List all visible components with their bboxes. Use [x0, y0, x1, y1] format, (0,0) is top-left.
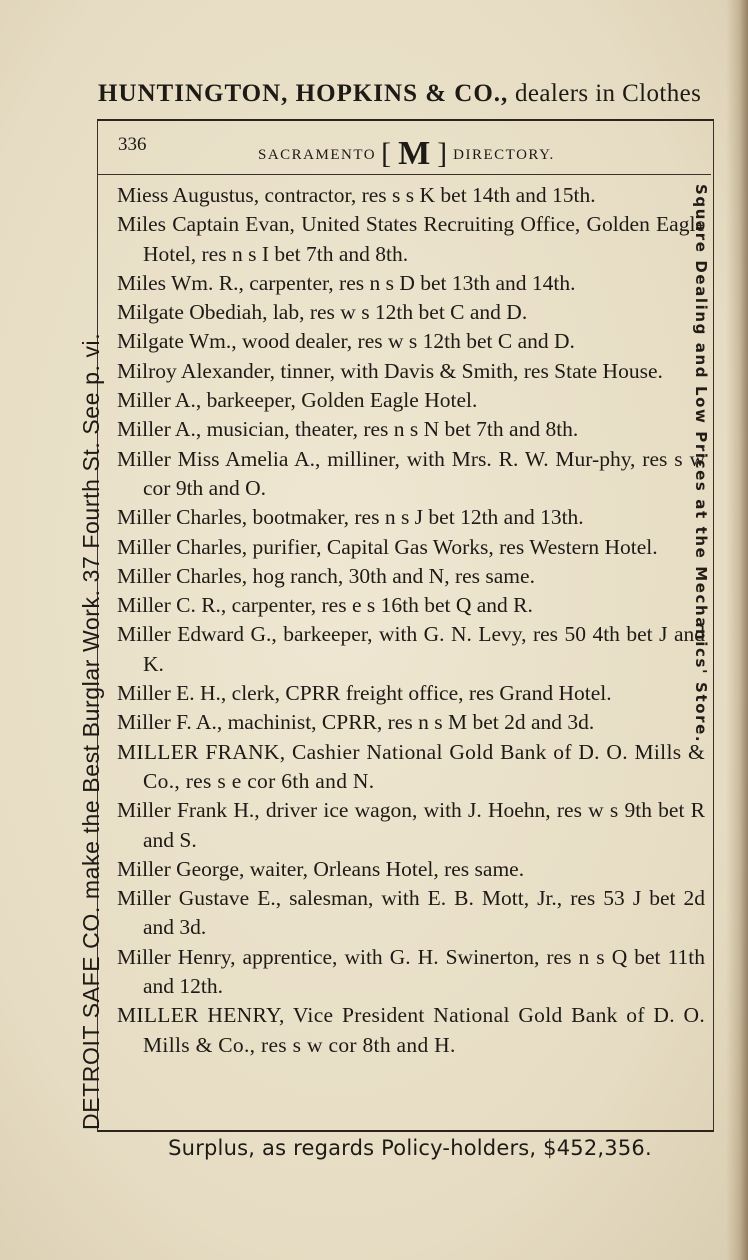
directory-entry: Miller Henry, apprentice, with G. H. Swinerton, res n s Q bet 11th and 12th.	[117, 944, 705, 999]
directory-entry: Miller Frank H., driver ice wagon, with J. Hoehn, res w s 9th bet R and S.	[117, 798, 705, 852]
section-letter: M	[398, 135, 432, 172]
directory-entry: Miller Miss Amelia A., milliner, with Mrs. R. W. Mur-phy, res s w cor 9th and O.	[117, 446, 705, 500]
right-margin-ad: Square Dealing and Low Prices at the Mechanics' Store.	[692, 184, 710, 744]
directory-entry: Milgate Obediah, lab, res w s 12th bet C and D.	[117, 300, 528, 325]
directory-entry: Miller Edward G., barkeeper, with G. N. Levy, res 50 4th bet J and K.	[117, 622, 705, 676]
page-number: 336	[118, 134, 147, 155]
directory-entry: Milroy Alexander, tinner, with Davis & Smith, res State House.	[117, 358, 663, 383]
running-head	[118, 130, 708, 172]
directory-entry: Miles Wm. R., carpenter, res n s D bet 13th and 14th.	[117, 270, 576, 295]
directory-entries	[117, 181, 705, 1060]
directory-entry: Miller Gustave E., salesman, with E. B. Mott, Jr., res 53 J bet 2d and 3d.	[117, 886, 705, 940]
directory-entry: Miller A., musician, theater, res n s N bet 7th and 8th.	[117, 417, 579, 442]
footer-ad: Surplus, as regards Policy-holders, $452,356.	[168, 1136, 652, 1160]
directory-entry: Miller F. A., machinist, CPRR, res n s M bet 2d and 3d.	[117, 710, 595, 735]
bracket-close: ]	[437, 137, 449, 170]
header-rule	[98, 174, 711, 175]
top-banner-ad	[98, 80, 718, 108]
bracket-open: [	[381, 137, 393, 170]
directory-entry: Miles Captain Evan, United States Recruiting Office, Golden Eagle Hotel, res n s I bet 7th and 8th.	[117, 212, 705, 266]
running-head-word: DIRECTORY.	[453, 147, 555, 163]
left-margin-ad: DETROIT SAFE CO. make the Best Burglar Work. 37 Fourth St. See p. vi.	[78, 332, 104, 1130]
directory-entry: Miller George, waiter, Orleans Hotel, res same.	[117, 856, 525, 881]
banner-company: HUNTINGTON, HOPKINS & CO.,	[98, 80, 509, 107]
directory-entry: Milgate Wm., wood dealer, res w s 12th bet C and D.	[117, 329, 575, 354]
directory-entry: Miller E. H., clerk, CPRR freight office, res Grand Hotel.	[117, 681, 612, 706]
directory-entry: Miller Charles, purifier, Capital Gas Works, res Western Hotel.	[117, 534, 658, 559]
directory-entry-featured: MILLER FRANK, Cashier National Gold Bank of D. O. Mills & Co., res s e cor 6th and N.	[117, 739, 705, 793]
running-head-city: SACRAMENTO	[258, 147, 377, 163]
directory-entry-featured: MILLER HENRY, Vice President National Gold Bank of D. O. Mills & Co., res s w cor 8th and H.	[117, 1003, 705, 1057]
directory-entry: Miess Augustus, contractor, res s s K bet 14th and 15th.	[117, 183, 596, 207]
directory-entry: Miller C. R., carpenter, res e s 16th bet Q and R.	[117, 593, 533, 618]
directory-entry: Miller Charles, hog ranch, 30th and N, res same.	[117, 563, 535, 588]
directory-entry: Miller Charles, bootmaker, res n s J bet 12th and 13th.	[117, 505, 584, 530]
page-edge-shadow	[726, 0, 748, 1260]
directory-entry: Miller A., barkeeper, Golden Eagle Hotel.	[117, 388, 478, 413]
banner-tagline: dealers in Clothes	[508, 80, 702, 107]
running-head-title	[258, 130, 555, 172]
